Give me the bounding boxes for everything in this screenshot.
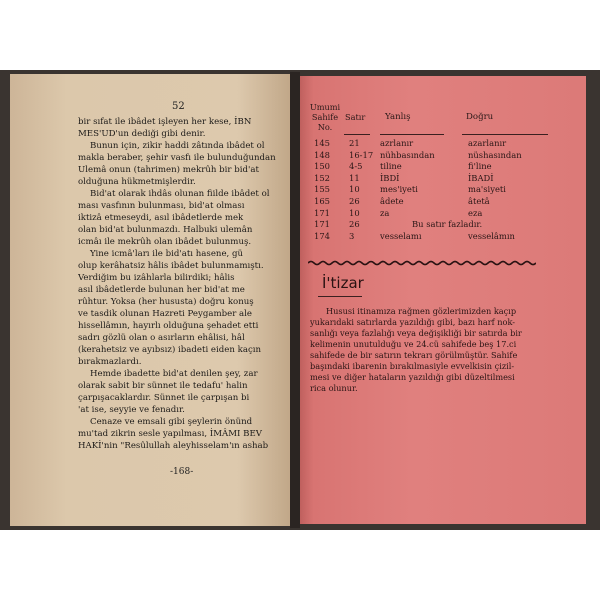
errata-page: 145 [314,138,330,148]
errata-line: 16-17 [349,149,374,160]
text-line: Verdiğim bu izâhlarla bilirdiki; hâlis [78,273,235,283]
wavy-divider [308,259,536,267]
errata-page: 152 [314,172,330,183]
text-line: 'at ise, seyyie ve fenadır. [78,405,185,415]
text-line: Bunun için, zikir haddi zâtında ibâdet ol [90,141,265,151]
errata-page: 150 [314,161,330,172]
text-line: ması vasfının bulunması, bid'at olması [78,201,245,211]
text-line: bırakmazlardı. [78,357,142,367]
errata-page: 148 [314,149,330,160]
header-rule-yanlis [380,134,444,135]
itizar-line: yukarıdaki satırlarda yazıldığı gibi, bazı harf nok- [310,317,516,327]
text-line: olup kerâhatsiz hâlis ibâdet bulunmamıştı. [78,261,264,271]
errata-row [302,184,582,195]
header-rule-dogru [462,134,548,135]
text-line: iktizâ etmeseydi, asıl ibâdetlerde mek [78,213,244,223]
text-line: Hemde ibadette bid'at denilen şey, zar [90,369,258,379]
itizar-line: sanlığı veya fazlalığı veya değişikliği bir satırda bir [310,328,522,338]
errata-correct: fi'line [468,161,492,172]
errata-correct: eza [468,207,483,218]
text-line: asıl ibâdetlerde bulunan her bid'at me [78,285,245,295]
text-line: sadrı gözlü olan o asırların ehâlisi, hâl [78,333,245,343]
itizar-line: sahifede de bir satırın tekrarı görülmüştür. Sahife [310,350,518,360]
errata-correct: İBADİ [468,172,494,183]
errata-row [302,173,582,184]
text-line: mu'tad zikrin sesle yapılması, İMÂMI BEV [78,429,262,439]
text-line: icmâı ile mekrûh olan ibâdet bulunmuş. [78,237,252,247]
errata-wrong: Bu satır fazladır. [412,219,483,230]
text-line: olarak sabit bir sünnet ile tedafu' halin [78,381,248,391]
text-line: (kerahetsiz ve ayıbsız) ibadeti eiden kaçın [78,345,262,355]
text-line: olduğuna hükmetmişlerdir. [78,177,196,187]
text-line: rûhtur. Yoksa (her hususta) doğru konuş [78,297,254,307]
text-line: Ulemâ onun (tahrimen) mekrûh bir bid'at [78,165,259,175]
header-sahife: Umumi Sahife No. [309,102,341,132]
errata-wrong: vesselamı [380,230,422,241]
header-dogru: Doğru [466,112,494,122]
errata-line: 26 [349,196,360,206]
errata-wrong: mes'iyeti [380,184,418,195]
header-satir: Satır [345,112,366,122]
text-line: HAKİ'nin "Resûlullah aleyhisselam'ın ashab [78,441,269,451]
page-number-top: 52 [172,101,185,112]
errata-wrong: azrlanır [380,138,414,148]
errata-row [302,231,582,242]
errata-line: 21 [349,138,360,148]
left-page-text [78,116,292,452]
errata-page: 171 [314,219,330,230]
text-line: bir sıfat ile ibâdet işleyen her kese, İBN [78,117,252,127]
itizar-title: İ'tizar [322,274,364,292]
errata-line: 10 [349,207,360,218]
text-line: çarpışacaklardır. Sünnet ile çarpışan bi [78,393,250,403]
text-line: MES'UD'un dediği gibi denir. [78,129,206,139]
errata-row [302,196,582,207]
errata-line: 3 [349,230,355,241]
errata-correct: ma'siyeti [468,184,506,195]
errata-wrong: âdete [380,196,404,206]
errata-correct: azarlanır [468,138,507,148]
errata-line: 4-5 [349,161,363,172]
errata-page: 174 [314,230,330,241]
errata-page: 165 [314,196,330,206]
errata-wrong: İBDİ [380,172,400,183]
itizar-underline [318,296,362,297]
errata-wrong: za [380,207,390,218]
errata-row [302,138,582,149]
itizar-line: başındaki ibarenin bırakılmasiyle evvelkisin çizil- [310,361,515,371]
errata-wrong: nühbasından [380,149,435,160]
header-yanlis: Yanlış [385,112,411,122]
header-rule-satir [344,134,370,135]
errata-row [302,161,582,172]
text-line: ve tasdik olunan Hazreti Peygamber ale [78,309,252,319]
page-number-bottom: -168- [170,467,194,477]
errata-line: 26 [349,219,360,230]
itizar-line: kelimenin unutulduğu ve 24.cü sahifede beş 17.ci [310,339,517,349]
itizar-line: rica olunur. [310,383,358,393]
text-line: makla beraber, şehir vasfı ile bulunduğundan [78,153,276,163]
errata-row [302,150,582,161]
errata-correct: âtetâ [468,196,490,206]
itizar-line: mesi ve diğer hataların yazıldığı gibi düzeltilmesi [310,372,515,382]
text-line: Yine icmâ'ları ile bid'atı hasene, gü [90,249,244,259]
errata-row [302,208,582,219]
errata-correct: vesselâmın [468,230,515,241]
errata-wrong: tiline [380,161,402,172]
errata-line: 11 [349,172,360,183]
errata-row [302,219,582,230]
text-line: Cenaze ve emsali gibi şeylerin önünd [90,417,253,427]
errata-line: 10 [349,184,360,195]
itizar-paragraph [310,306,582,394]
text-line: Bid'at olarak ihdâs olunan fiilde ibâdet ol [90,189,270,199]
text-line: hissellâmın, hayırlı olduğuna şehadet etti [78,321,259,331]
errata-page: 155 [314,184,330,195]
text-line: olan bid'at bulunmazdı. Halbuki ulemân [78,225,253,235]
errata-page: 171 [314,207,330,218]
errata-correct: nüshasından [468,149,522,160]
itizar-line: Hususi itinamıza rağmen gözlerimizden kaçıp [326,306,517,316]
